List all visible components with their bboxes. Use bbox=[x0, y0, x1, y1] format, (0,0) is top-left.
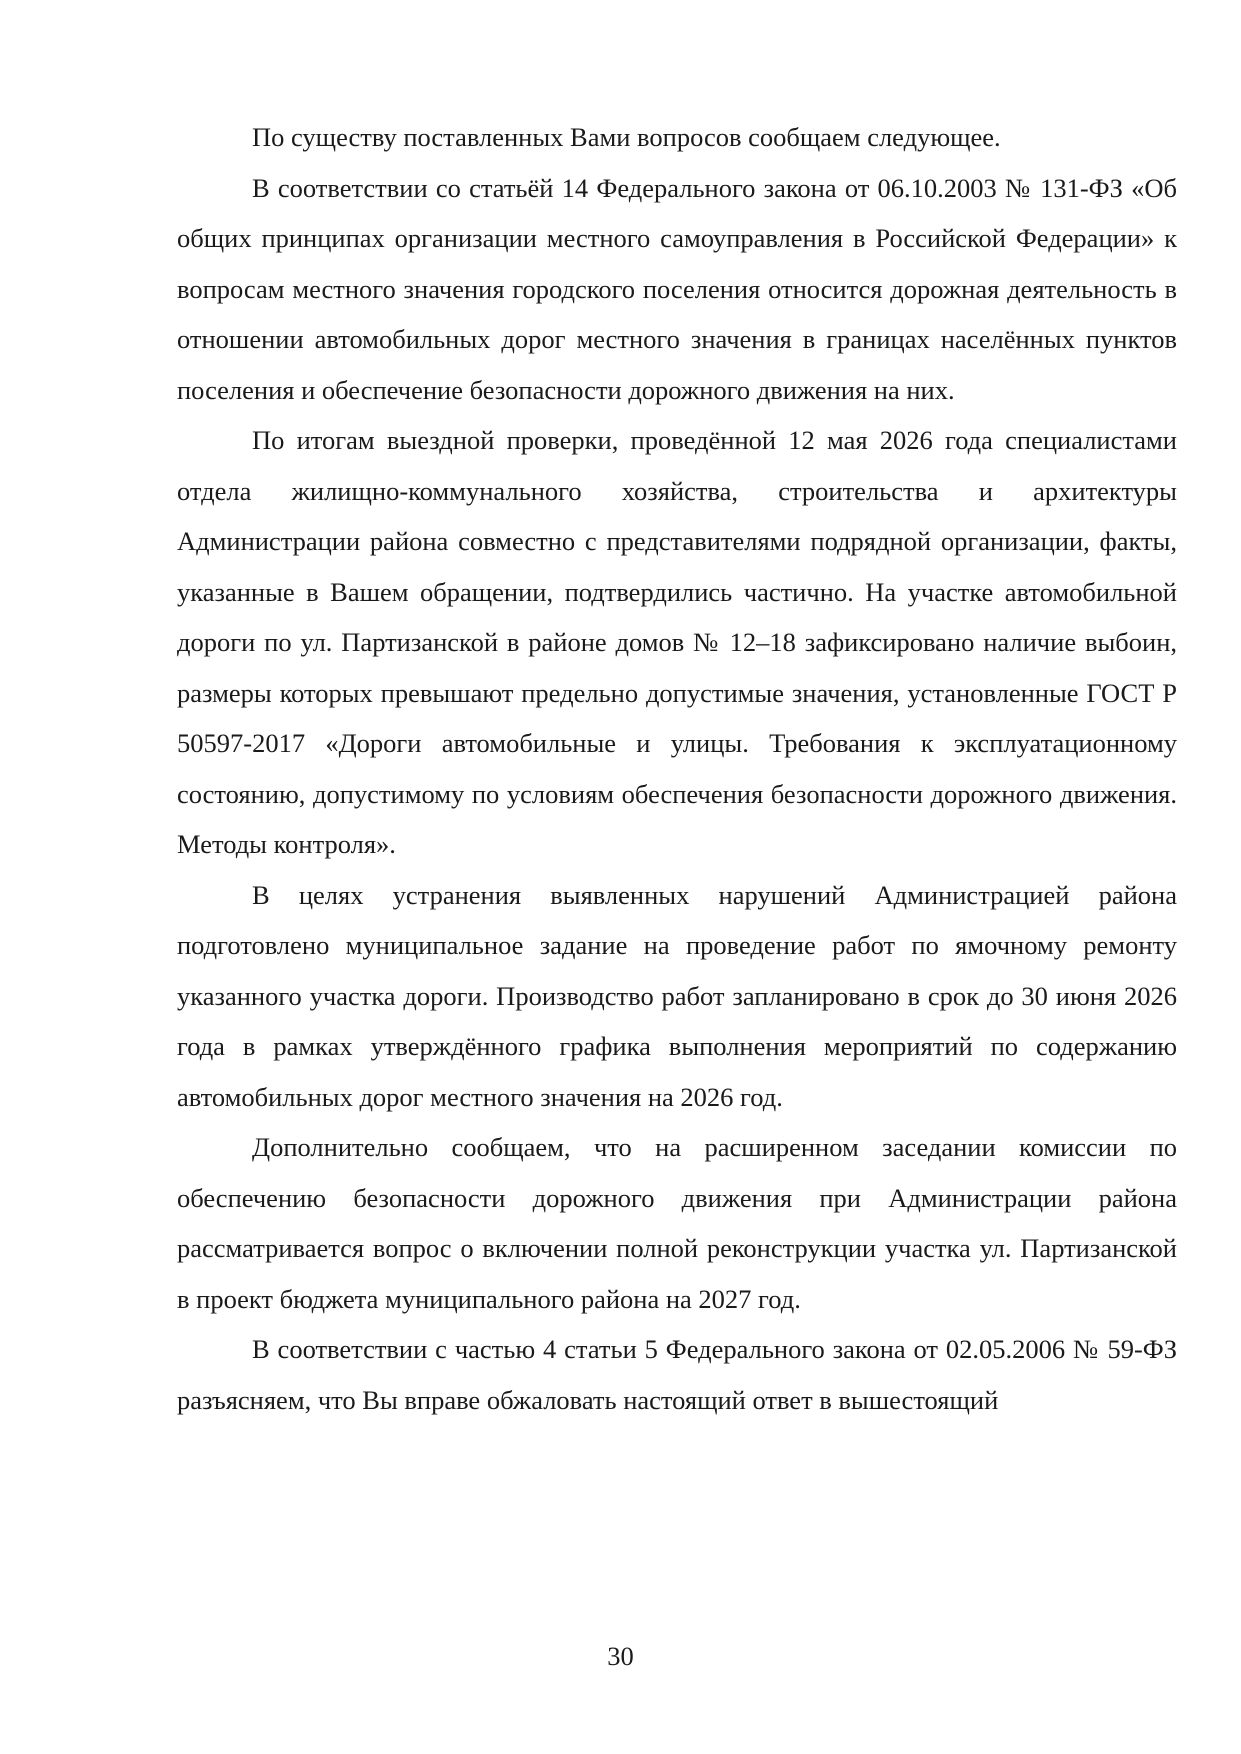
paragraph-additional-info: Дополнительно сообщаем, что на расширенном заседании комиссии по обеспечению безопасности дорожного движения при Администрации района рассматривается вопрос о включении полной реконструкции участка ул. Партизанской в проект бюджета муниципального района на 2027 год. bbox=[177, 1132, 1177, 1314]
paragraph-inspection-results: По итогам выездной проверки, проведённой 12 мая 2026 года специалистами отдела жилищно-коммунального хозяйства, строительства и архитектуры Администрации района совместно с представителями подрядной организации, факты, указанные в Вашем обращении, подтвердились частично. На участке автомобильной дороги по ул. Партизанской в районе домов № 12–18 зафиксировано наличие выбоин, размеры которых превышают предельно допустимые значения, установленные ГОСТ Р 50597-2017 «Дороги автомобильные и улицы. Требования к эксплуатационному состоянию, допустимому по условиям обеспечения безопасности дорожного движения. Методы контроля». bbox=[177, 425, 1177, 859]
paragraph-remediation: В целях устранения выявленных нарушений Администрацией района подготовлено муниципальное задание на проведение работ по ямочному ремонту указанного участка дороги. Производство работ запланировано в срок до 30 июня 2026 года в рамках утверждённого графика выполнения мероприятий по содержанию автомобильных дорог местного значения на 2026 год. bbox=[177, 879, 1177, 1112]
paragraph-legal-basis: В соответствии со статьёй 14 Федерального закона от 06.10.2003 № 131-ФЗ «Об общих принципах организации местного самоуправления в Российской Федерации» к вопросам местного значения городского поселения относится дорожная деятельность в отношении автомобильных дорог местного значения в границах населённых пунктов поселения и обеспечение безопасности дорожного движения на них. bbox=[177, 172, 1177, 405]
letter-body bbox=[177, 112, 1177, 1425]
paragraph-intro: По существу поставленных Вами вопросов сообщаем следующее. bbox=[252, 122, 1001, 152]
paragraph-appeal-rights: В соответствии с частью 4 статьи 5 Федерального закона от 02.05.2006 № 59-ФЗ разъясняем, что Вы вправе обжаловать настоящий ответ в вышестоящий bbox=[177, 1334, 1177, 1415]
page-number: 30 bbox=[607, 1641, 634, 1671]
